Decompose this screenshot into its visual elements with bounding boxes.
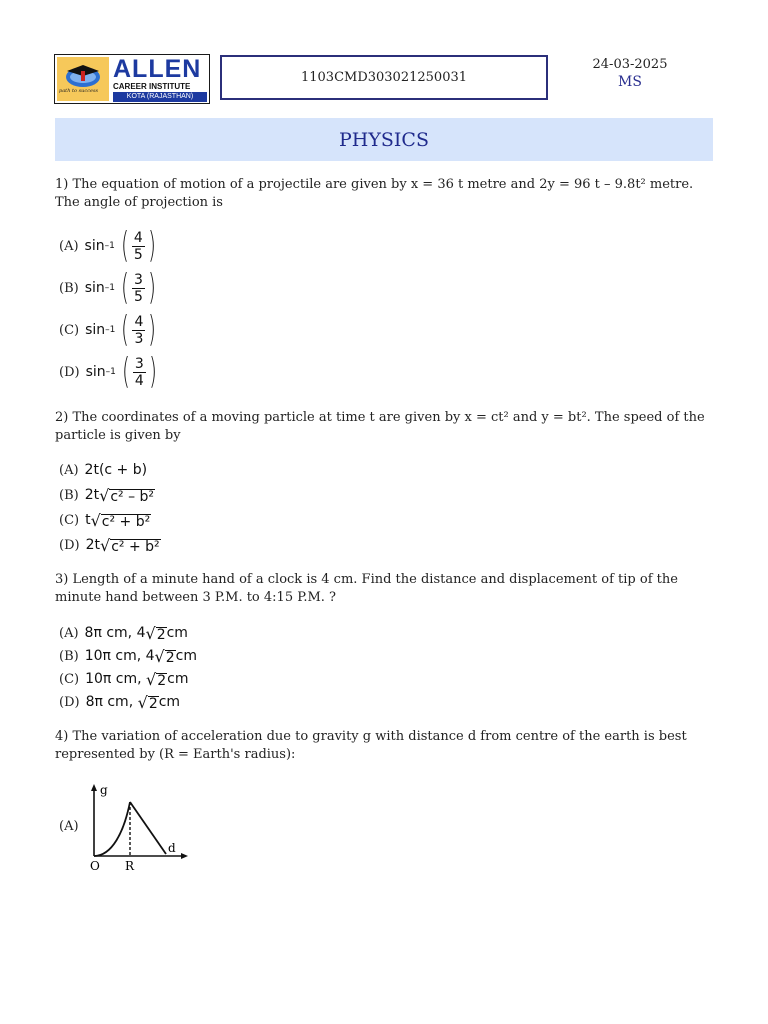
option-label: (D) xyxy=(59,364,80,380)
option-unit: cm xyxy=(167,671,189,687)
option-2a[interactable] xyxy=(59,458,147,482)
paper-code: 1103CMD303021250031 xyxy=(300,70,468,85)
option-exponent: –1 xyxy=(105,367,116,377)
radicand: 2 xyxy=(165,649,175,666)
allen-logo xyxy=(54,54,210,104)
frac-denominator: 5 xyxy=(133,246,143,263)
logo-tagline: path to success xyxy=(59,88,99,94)
option-1b[interactable]: (B) sin –1 ( $\frac{3}{5}$ ) xyxy=(59,267,156,308)
option-2c[interactable]: (C) t √ c² + b² xyxy=(59,510,151,530)
option-exponent: –1 xyxy=(104,241,115,251)
option-exponent: –1 xyxy=(105,325,116,335)
option-unit: cm xyxy=(175,648,198,664)
radius-label: R xyxy=(125,859,135,873)
option-2b[interactable]: (B) 2t √ c² – b² xyxy=(59,485,155,505)
option-3c[interactable]: (C) 10π cm, √ 2 cm xyxy=(59,669,189,689)
question-text: 3) Length of a minute hand of a clock is 4 cm. Find the distance and displacement of tip of the minute hand between 3 P.M. to 4:15 P.M. ? xyxy=(55,572,678,605)
x-axis-label: d xyxy=(168,841,176,855)
frac-denominator: 3 xyxy=(134,330,144,347)
radicand: 2 xyxy=(148,695,158,712)
option-2d[interactable]: (D) 2t √ c² + b² xyxy=(59,535,160,555)
option-3b[interactable]: (B) 10π cm, 4 √ 2 cm xyxy=(59,646,198,666)
radicand: c² – b² xyxy=(110,488,155,505)
option-label: (A) xyxy=(59,625,79,641)
option-label: (B) xyxy=(59,487,79,503)
option-label: (A) xyxy=(59,238,79,254)
option-3a[interactable]: (A) 8π cm, 4 √ 2 cm xyxy=(59,623,188,643)
option-1d[interactable]: (D) sin –1 ( $\frac{3}{4}$ ) xyxy=(59,351,157,392)
option-label: (B) xyxy=(59,648,79,664)
option-func: sin xyxy=(85,364,106,380)
radicand: c² + b² xyxy=(101,513,151,530)
option-expression: 8π cm, 4 xyxy=(84,625,146,641)
frac-denominator: 4 xyxy=(134,372,144,389)
option-expression: 2t xyxy=(84,487,100,503)
option-expression: 10π cm, xyxy=(85,671,147,687)
option-func: sin xyxy=(85,322,106,338)
option-expression: 2t xyxy=(85,537,100,553)
option-label: (C) xyxy=(59,671,80,687)
option-expression: 8π cm, xyxy=(85,694,138,710)
logo-emblem-icon xyxy=(57,57,109,101)
section-banner xyxy=(55,118,713,161)
frac-numerator: 3 xyxy=(134,271,143,288)
exam-date: 24-03-2025 xyxy=(592,57,668,72)
frac-numerator: 4 xyxy=(133,229,143,246)
option-label: (D) xyxy=(59,694,80,710)
logo-line1: CAREER INSTITUTE xyxy=(113,82,191,91)
paper-code-box xyxy=(220,55,548,100)
option-expression: 10π cm, 4 xyxy=(84,648,155,664)
option-func: sin xyxy=(84,280,105,296)
option-expression: 2t(c + b) xyxy=(84,462,148,478)
radicand: 2 xyxy=(157,672,167,689)
section-title: PHYSICS xyxy=(339,128,429,151)
radicand: 2 xyxy=(156,626,166,643)
curve-outside xyxy=(130,802,166,854)
option-label: (A) xyxy=(59,818,79,834)
option-label: (C) xyxy=(59,322,80,338)
option-4a[interactable] xyxy=(59,814,85,838)
question-text: 1) The equation of motion of a projectile are given by x = 36 t metre and 2y = 96 t – 9.8t² metre. The angle of projection is xyxy=(55,177,694,210)
option-unit: cm xyxy=(158,694,181,710)
curve-inside xyxy=(94,802,130,856)
frac-numerator: 3 xyxy=(134,355,144,372)
option-label: (C) xyxy=(59,512,80,528)
frac-numerator: 4 xyxy=(134,313,144,330)
x-axis-arrow-icon xyxy=(181,853,188,859)
option-label: (A) xyxy=(59,462,79,478)
question-text: 2) The coordinates of a moving particle at time t are given by x = ct² and y = bt². The speed of the particle is given by xyxy=(55,410,705,443)
option-1a[interactable]: (A) sin –1 ( $\frac{4}{5}$ ) xyxy=(59,225,156,266)
option-1c[interactable]: (C) sin –1 ( $\frac{4}{3}$ ) xyxy=(59,309,157,350)
logo-name: ALLEN xyxy=(113,55,202,83)
option-unit: cm xyxy=(166,625,188,641)
stream-code: MS xyxy=(618,74,642,90)
option-expression: t xyxy=(85,512,91,528)
radicand: c² + b² xyxy=(111,538,160,555)
option-label: (B) xyxy=(59,280,79,296)
logo-line2: KOTA (RAJASTHAN) xyxy=(113,92,207,102)
frac-denominator: 5 xyxy=(134,288,143,305)
question-text: 4) The variation of acceleration due to gravity g with distance d from centre of the earth is best represented by (R = Earth's radius): xyxy=(55,729,687,762)
y-axis-arrow-icon xyxy=(91,784,97,791)
y-axis-label: g xyxy=(100,783,108,797)
origin-label: O xyxy=(90,859,100,873)
option-label: (D) xyxy=(59,537,80,553)
gravity-graph xyxy=(86,782,190,874)
option-func: sin xyxy=(84,238,105,254)
option-exponent: –1 xyxy=(104,283,115,293)
option-3d[interactable]: (D) 8π cm, √ 2 cm xyxy=(59,692,181,712)
